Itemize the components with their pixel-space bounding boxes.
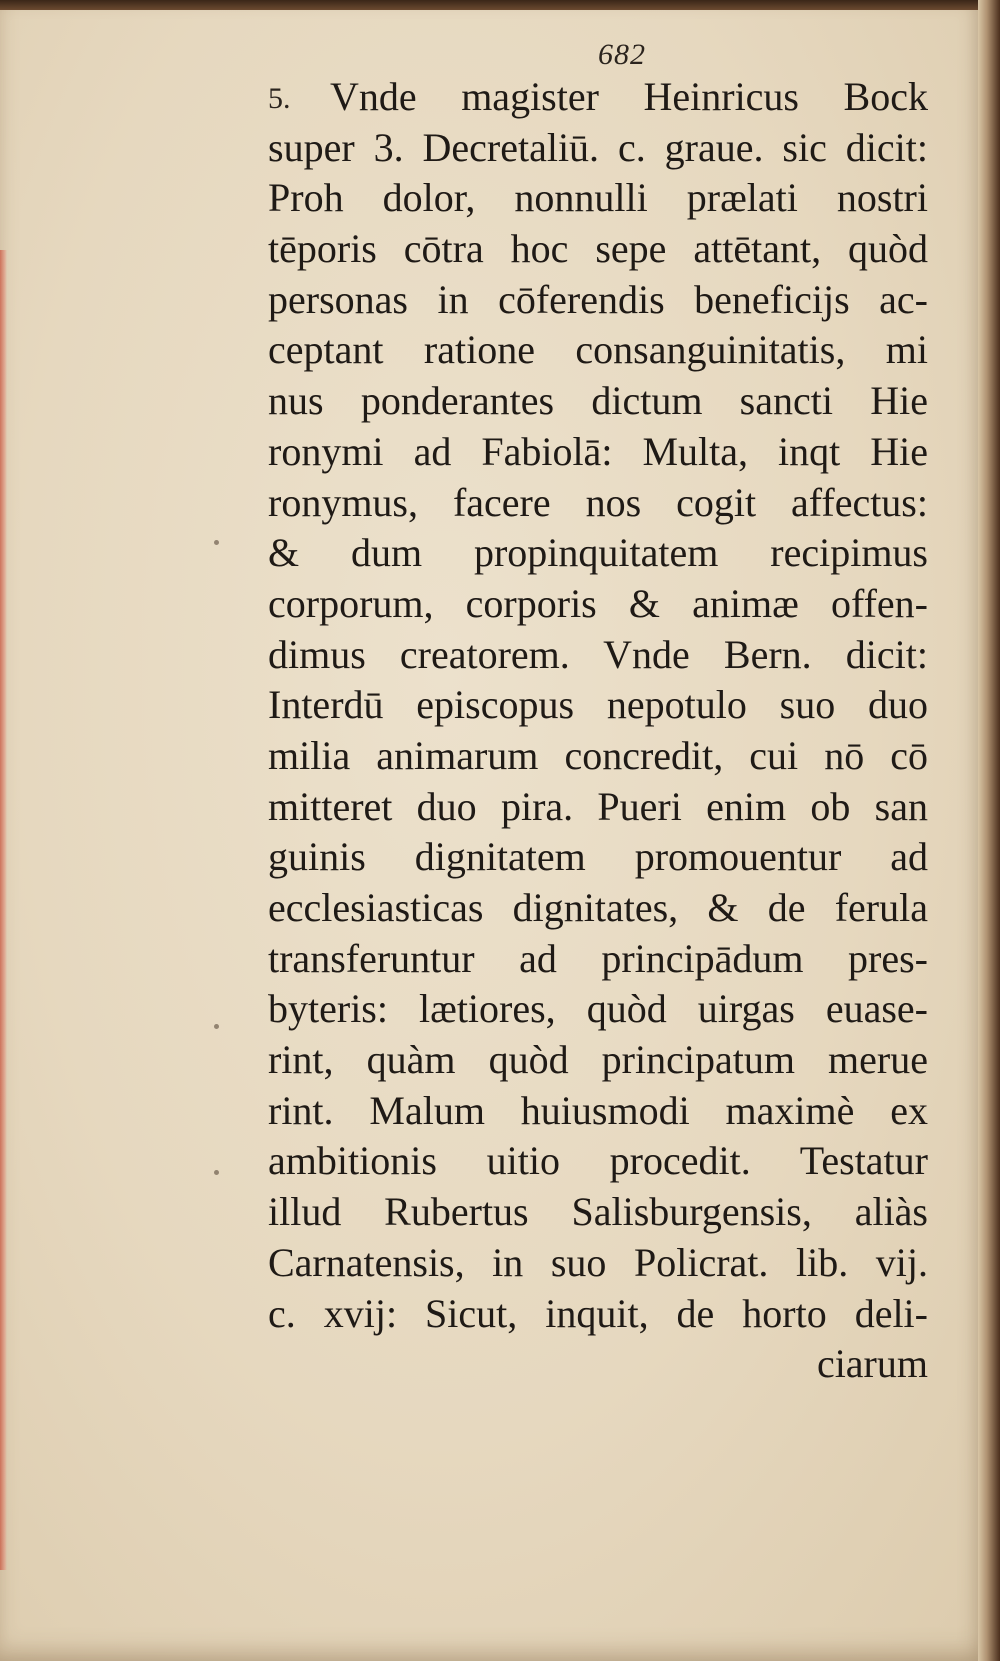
text-line: mitteret duo pira. Pueri enim ob san (268, 783, 928, 829)
text-line: personas in cōferendis beneficijs ac- (268, 276, 928, 322)
text-line: corporum, corporis & animæ offen- (268, 580, 928, 626)
text-line: byteris: lætiores, quòd uirgas euase- (268, 986, 928, 1032)
page-number: 682 (598, 38, 646, 71)
margin-mark (214, 1170, 219, 1175)
section-marker: 5. (268, 82, 291, 115)
text-line: c. xvij: Sicut, inquit, de horto deli- (268, 1290, 928, 1336)
body-text (268, 72, 928, 1390)
text-line: Interdū episcopus nepotulo suo duo (268, 682, 928, 728)
margin-mark (214, 1024, 219, 1029)
text-line: dimus creatorem. Vnde Bern. dicit: (268, 631, 928, 677)
page-red-edge (0, 250, 7, 1570)
text-line: nus ponderantes dictum sancti Hie (268, 378, 928, 424)
text-line: ronymus, facere nos cogit affectus: (268, 479, 928, 525)
text-line: super 3. Decretaliū. c. graue. sic dicit: (268, 124, 928, 170)
catchword: ciarum (816, 1341, 928, 1387)
text-line: transferuntur ad principādum pres- (268, 935, 928, 981)
text-line: ambitionis uitio procedit. Testatur (268, 1138, 928, 1184)
text-line: rint. Malum huiusmodi maximè ex (268, 1087, 928, 1133)
text-line: ceptant ratione consanguinitatis, mi (268, 327, 928, 373)
text-line: Carnatensis, in suo Policrat. lib. vij. (268, 1239, 928, 1285)
text-line: rint, quàm quòd principatum merue (268, 1037, 928, 1083)
text-line: Vnde magister Heinricus Bock (330, 74, 928, 119)
text-line: & dum propinquitatem recipimus (268, 530, 928, 576)
margin-mark (214, 540, 219, 545)
text-line: illud Rubertus Salisburgensis, aliàs (268, 1189, 928, 1235)
text-line: tēporis cōtra hoc sepe attētant, quòd (268, 226, 928, 272)
text-line: ecclesiasticas dignitates, & de ferula (268, 885, 928, 930)
page-top-edge (0, 0, 1000, 10)
text-line: guinis dignitatem promouentur ad (268, 834, 928, 880)
page-binding-edge (978, 0, 1000, 1661)
text-line: ronymi ad Fabiolā: Multa, inqt Hie (268, 428, 928, 474)
text-line: Proh dolor, nonnulli prælati nostri (268, 175, 928, 221)
text-line: milia animarum concredit, cui nō cō (268, 732, 928, 778)
